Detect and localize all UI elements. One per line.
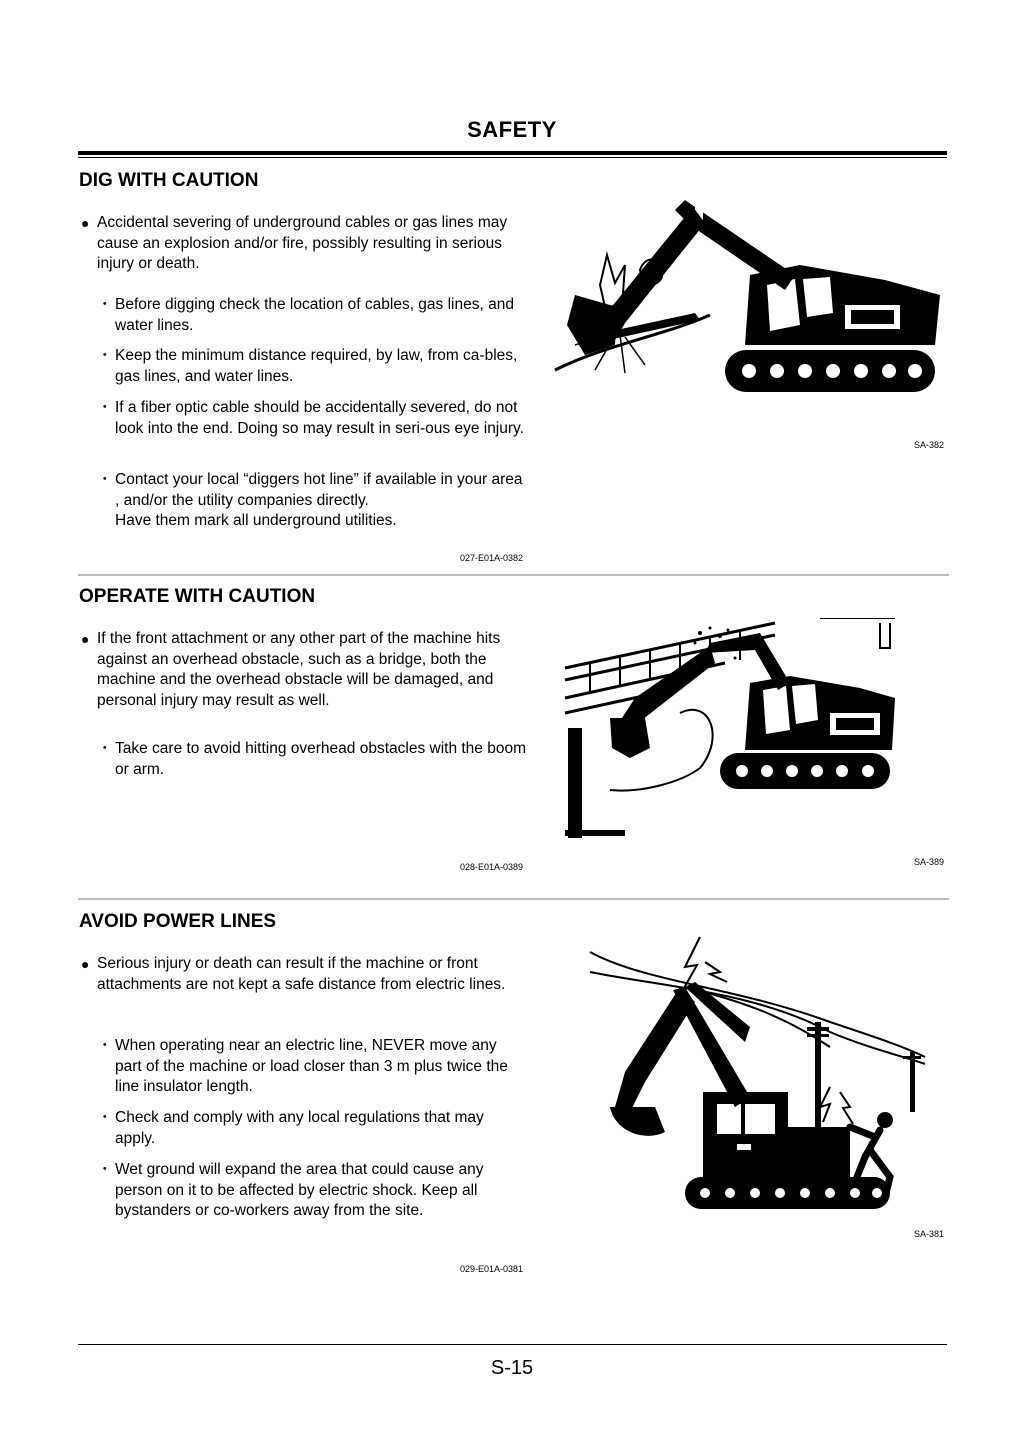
figure-excavator-powerline [585,932,930,1222]
section-heading-power: AVOID POWER LINES [79,911,277,932]
subbullet-icon: ・ [97,1037,113,1054]
header-rule-thin [78,157,947,158]
subitem-text: If a fiber optic cable should be accidentally severed, do not look into the end. Doing so may result in seri-ous eye injury. [115,399,524,437]
figure-excavator-bridge [560,618,900,840]
subitem-power-1 [97,1036,527,1098]
section-bullet-dig [79,213,524,275]
subbullet-icon: ・ [97,347,113,364]
bullet-text: If the front attachment or any other part of the machine hits against an overhead obstacle, such as a bridge, both the machine and the overhead obstacle will be damaged, and personal injury may result as well. [97,630,501,709]
bullet-icon: ● [81,956,90,972]
bullet-text: Serious injury or death can result if the machine or front attachments are not kept a safe distance from electric lines. [97,955,506,993]
section-heading-dig: DIG WITH CAUTION [79,170,259,191]
doc-code-operate: 028-E01A-0389 [460,862,524,872]
bullet-icon: ● [81,631,90,647]
page-number: S-15 [490,1357,534,1379]
bullet-icon: ● [81,215,90,231]
subitem-dig-1 [97,295,527,336]
subbullet-icon: ・ [97,740,113,757]
section-separator [78,574,949,576]
subbullet-icon: ・ [97,399,113,416]
subitem-text: When operating near an electric line, NEVER move any part of the machine or load closer than 3 m plus twice the line insulator length. [115,1037,508,1095]
section-heading-operate: OPERATE WITH CAUTION [79,586,316,607]
figure-code-power: SA-381 [914,1229,945,1239]
page-title: SAFETY [467,117,557,142]
figure-code-dig: SA-382 [914,440,945,450]
subitem-text: Wet ground will expand the area that could cause any person on it to be affected by electric shock. Keep all bystanders or co-workers away from the site. [115,1161,484,1219]
subitem-dig-3 [97,398,527,439]
figure-excavator-digging [545,195,945,435]
subitem-text: Check and comply with any local regulations that may apply. [115,1109,484,1147]
subitem-text-cont: Have them mark all underground utilities. [115,512,397,529]
section-separator [78,898,949,900]
doc-code-dig: 027-E01A-0382 [460,553,524,563]
subitem-operate-1 [97,739,527,780]
subbullet-icon: ・ [97,296,113,313]
section-bullet-power [79,954,524,995]
subitem-text: Take care to avoid hitting overhead obstacles with the boom or arm. [115,740,526,778]
section-bullet-operate [79,629,524,711]
subbullet-icon: ・ [97,1109,113,1126]
subitem-text: Keep the minimum distance required, by law, from ca-bles, gas lines, and water lines. [115,347,518,385]
subbullet-icon: ・ [97,1161,113,1178]
subbullet-icon: ・ [97,471,113,488]
subitem-dig-2 [97,346,527,387]
subitem-power-2 [97,1108,527,1149]
bullet-text: Accidental severing of underground cables or gas lines may cause an explosion and/or fire, possibly resulting in serious injury or death. [97,214,508,272]
doc-code-power: 029-E01A-0381 [460,1264,524,1274]
header-rule [78,151,947,155]
subitem-text: Before digging check the location of cables, gas lines, and water lines. [115,296,514,334]
subitem-power-3 [97,1160,527,1222]
subitem-dig-4 [97,470,527,532]
footer-rule [78,1344,947,1345]
subitem-text: Contact your local “diggers hot line” if available in your area , and/or the utility companies directly. [115,471,523,509]
figure-code-operate: SA-389 [914,857,945,867]
